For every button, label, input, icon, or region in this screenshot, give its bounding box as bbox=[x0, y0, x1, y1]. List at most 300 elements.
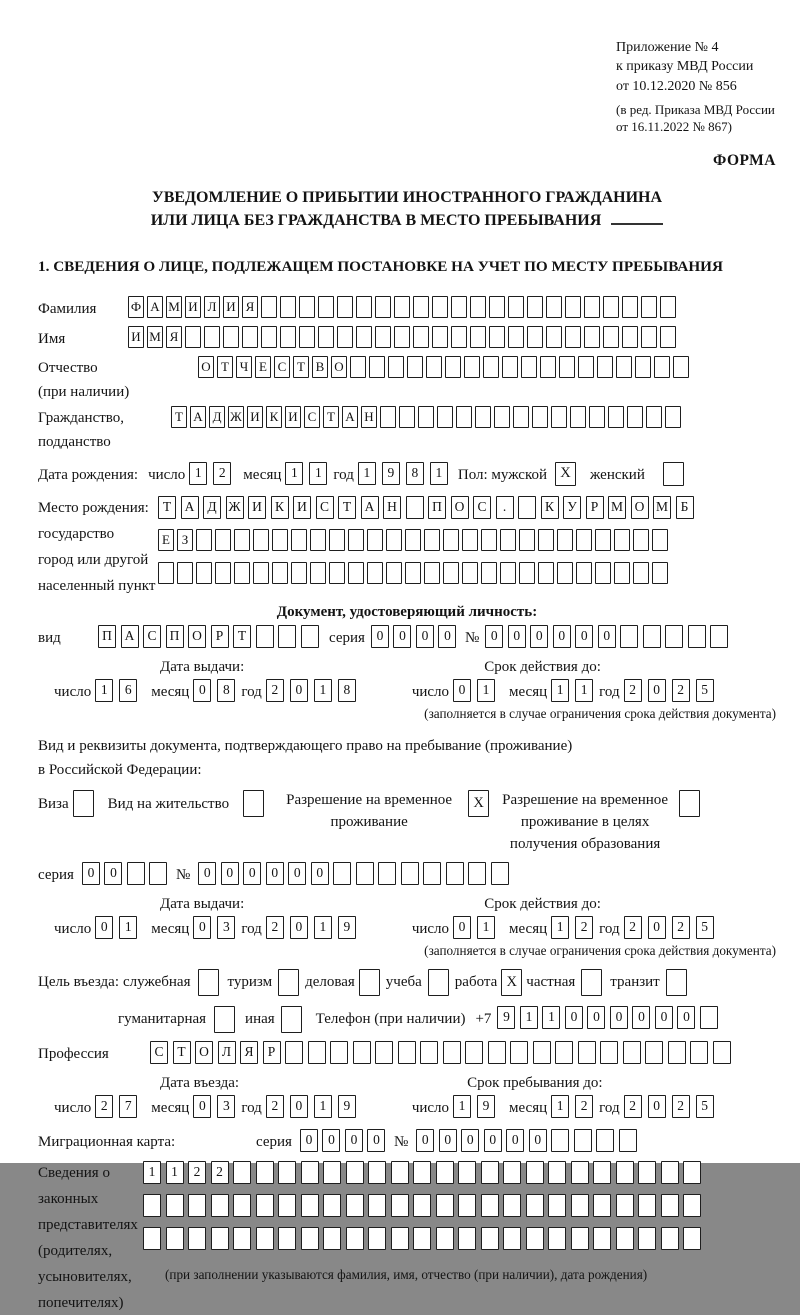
char-cell[interactable]: 0 bbox=[453, 916, 471, 939]
char-cell[interactable] bbox=[481, 1194, 499, 1217]
char-cell[interactable] bbox=[565, 296, 581, 318]
char-cell[interactable] bbox=[233, 1161, 251, 1184]
purpose-work-checkbox[interactable]: X bbox=[501, 969, 522, 996]
char-cell[interactable]: 2 bbox=[213, 462, 231, 485]
char-cell[interactable]: 2 bbox=[188, 1161, 206, 1184]
char-cell[interactable] bbox=[593, 1161, 611, 1184]
char-cell[interactable]: 0 bbox=[416, 625, 434, 648]
char-cell[interactable] bbox=[388, 356, 404, 378]
char-cell[interactable]: Ж bbox=[226, 496, 244, 519]
char-cell[interactable]: 1 bbox=[453, 1095, 471, 1118]
char-cell[interactable] bbox=[261, 326, 277, 348]
char-cell[interactable] bbox=[518, 496, 536, 519]
char-cell[interactable] bbox=[337, 326, 353, 348]
char-cell[interactable]: 1 bbox=[314, 1095, 332, 1118]
char-cell[interactable]: М bbox=[608, 496, 626, 519]
char-cell[interactable] bbox=[394, 296, 410, 318]
char-cell[interactable]: Я bbox=[166, 326, 182, 348]
temp-permit-checkbox[interactable]: X bbox=[468, 790, 489, 817]
char-cell[interactable] bbox=[465, 1041, 483, 1064]
char-cell[interactable] bbox=[519, 529, 535, 551]
char-cell[interactable]: А bbox=[147, 296, 163, 318]
char-cell[interactable]: 9 bbox=[338, 1095, 356, 1118]
char-cell[interactable]: 0 bbox=[243, 862, 261, 885]
char-cell[interactable]: 1 bbox=[119, 916, 137, 939]
char-cell[interactable] bbox=[346, 1161, 364, 1184]
char-cell[interactable]: П bbox=[166, 625, 184, 648]
char-cell[interactable] bbox=[443, 1041, 461, 1064]
char-cell[interactable]: И bbox=[293, 496, 311, 519]
char-cell[interactable] bbox=[407, 356, 423, 378]
char-cell[interactable]: И bbox=[285, 406, 301, 428]
char-cell[interactable]: 8 bbox=[217, 679, 235, 702]
char-cell[interactable] bbox=[291, 529, 307, 551]
char-cell[interactable] bbox=[215, 529, 231, 551]
char-cell[interactable] bbox=[546, 296, 562, 318]
char-cell[interactable]: М bbox=[147, 326, 163, 348]
char-cell[interactable]: С bbox=[316, 496, 334, 519]
char-cell[interactable] bbox=[420, 1041, 438, 1064]
char-cell[interactable]: 2 bbox=[624, 1095, 642, 1118]
char-cell[interactable] bbox=[256, 625, 274, 648]
char-cell[interactable] bbox=[488, 1041, 506, 1064]
char-cell[interactable] bbox=[646, 406, 662, 428]
char-cell[interactable] bbox=[323, 1161, 341, 1184]
char-cell[interactable] bbox=[502, 356, 518, 378]
char-cell[interactable] bbox=[688, 625, 706, 648]
char-cell[interactable] bbox=[551, 1129, 569, 1152]
char-cell[interactable] bbox=[470, 326, 486, 348]
char-cell[interactable] bbox=[323, 1194, 341, 1217]
purpose-study-checkbox[interactable] bbox=[428, 969, 449, 996]
char-cell[interactable] bbox=[623, 1041, 641, 1064]
char-cell[interactable] bbox=[233, 1194, 251, 1217]
edu-permit-checkbox[interactable] bbox=[679, 790, 700, 817]
char-cell[interactable]: С bbox=[150, 1041, 168, 1064]
char-cell[interactable]: И bbox=[247, 406, 263, 428]
char-cell[interactable]: А bbox=[361, 496, 379, 519]
char-cell[interactable]: 0 bbox=[322, 1129, 340, 1152]
char-cell[interactable] bbox=[333, 862, 351, 885]
char-cell[interactable]: Ч bbox=[236, 356, 252, 378]
char-cell[interactable]: 0 bbox=[648, 679, 666, 702]
char-cell[interactable] bbox=[391, 1227, 409, 1250]
char-cell[interactable] bbox=[301, 1227, 319, 1250]
char-cell[interactable]: 0 bbox=[371, 625, 389, 648]
char-cell[interactable] bbox=[166, 1227, 184, 1250]
char-cell[interactable] bbox=[318, 326, 334, 348]
char-cell[interactable]: К bbox=[266, 406, 282, 428]
char-cell[interactable] bbox=[622, 326, 638, 348]
char-cell[interactable]: У bbox=[563, 496, 581, 519]
char-cell[interactable] bbox=[329, 562, 345, 584]
char-cell[interactable]: Р bbox=[211, 625, 229, 648]
char-cell[interactable]: Я bbox=[240, 1041, 258, 1064]
char-cell[interactable] bbox=[375, 1041, 393, 1064]
char-cell[interactable] bbox=[310, 562, 326, 584]
char-cell[interactable]: 1 bbox=[285, 462, 303, 485]
char-cell[interactable] bbox=[548, 1161, 566, 1184]
char-cell[interactable] bbox=[595, 529, 611, 551]
char-cell[interactable]: 1 bbox=[477, 916, 495, 939]
char-cell[interactable]: 1 bbox=[551, 916, 569, 939]
char-cell[interactable]: 9 bbox=[338, 916, 356, 939]
char-cell[interactable]: 0 bbox=[530, 625, 548, 648]
char-cell[interactable] bbox=[367, 562, 383, 584]
char-cell[interactable]: 0 bbox=[438, 625, 456, 648]
char-cell[interactable]: 9 bbox=[497, 1006, 515, 1029]
char-cell[interactable] bbox=[299, 326, 315, 348]
char-cell[interactable]: 2 bbox=[575, 1095, 593, 1118]
purpose-other-checkbox[interactable] bbox=[281, 1006, 302, 1033]
char-cell[interactable] bbox=[405, 529, 421, 551]
char-cell[interactable] bbox=[597, 356, 613, 378]
char-cell[interactable] bbox=[253, 529, 269, 551]
char-cell[interactable] bbox=[378, 862, 396, 885]
char-cell[interactable] bbox=[641, 296, 657, 318]
char-cell[interactable] bbox=[527, 296, 543, 318]
char-cell[interactable]: 0 bbox=[416, 1129, 434, 1152]
char-cell[interactable]: Н bbox=[383, 496, 401, 519]
char-cell[interactable]: И bbox=[128, 326, 144, 348]
char-cell[interactable] bbox=[278, 625, 296, 648]
char-cell[interactable] bbox=[432, 326, 448, 348]
char-cell[interactable] bbox=[330, 1041, 348, 1064]
char-cell[interactable]: 0 bbox=[648, 1095, 666, 1118]
char-cell[interactable] bbox=[571, 1194, 589, 1217]
char-cell[interactable] bbox=[546, 326, 562, 348]
char-cell[interactable] bbox=[456, 406, 472, 428]
purpose-official-checkbox[interactable] bbox=[198, 969, 219, 996]
char-cell[interactable] bbox=[571, 1227, 589, 1250]
char-cell[interactable] bbox=[272, 529, 288, 551]
char-cell[interactable] bbox=[432, 296, 448, 318]
char-cell[interactable]: К bbox=[541, 496, 559, 519]
char-cell[interactable] bbox=[380, 406, 396, 428]
char-cell[interactable]: 2 bbox=[672, 916, 690, 939]
char-cell[interactable]: 0 bbox=[453, 679, 471, 702]
char-cell[interactable] bbox=[521, 356, 537, 378]
char-cell[interactable] bbox=[614, 562, 630, 584]
char-cell[interactable] bbox=[620, 625, 638, 648]
char-cell[interactable] bbox=[661, 1161, 679, 1184]
char-cell[interactable]: Н bbox=[361, 406, 377, 428]
char-cell[interactable] bbox=[443, 529, 459, 551]
char-cell[interactable] bbox=[700, 1006, 718, 1029]
char-cell[interactable]: 1 bbox=[430, 462, 448, 485]
char-cell[interactable] bbox=[127, 862, 145, 885]
char-cell[interactable] bbox=[475, 406, 491, 428]
char-cell[interactable] bbox=[584, 296, 600, 318]
char-cell[interactable] bbox=[513, 406, 529, 428]
char-cell[interactable]: 0 bbox=[300, 1129, 318, 1152]
char-cell[interactable] bbox=[256, 1227, 274, 1250]
char-cell[interactable] bbox=[570, 406, 586, 428]
char-cell[interactable]: 2 bbox=[624, 679, 642, 702]
char-cell[interactable]: Л bbox=[218, 1041, 236, 1064]
char-cell[interactable] bbox=[323, 1227, 341, 1250]
char-cell[interactable]: Р bbox=[586, 496, 604, 519]
purpose-business-checkbox[interactable] bbox=[359, 969, 380, 996]
char-cell[interactable] bbox=[638, 1227, 656, 1250]
char-cell[interactable]: В bbox=[312, 356, 328, 378]
char-cell[interactable] bbox=[158, 562, 174, 584]
char-cell[interactable]: Т bbox=[217, 356, 233, 378]
char-cell[interactable]: 5 bbox=[696, 1095, 714, 1118]
char-cell[interactable]: 2 bbox=[624, 916, 642, 939]
purpose-private-checkbox[interactable] bbox=[581, 969, 602, 996]
char-cell[interactable]: Т bbox=[171, 406, 187, 428]
char-cell[interactable] bbox=[436, 1227, 454, 1250]
char-cell[interactable]: 0 bbox=[506, 1129, 524, 1152]
char-cell[interactable] bbox=[519, 562, 535, 584]
char-cell[interactable]: . bbox=[496, 496, 514, 519]
char-cell[interactable] bbox=[578, 356, 594, 378]
char-cell[interactable]: И bbox=[223, 296, 239, 318]
char-cell[interactable] bbox=[458, 1227, 476, 1250]
char-cell[interactable]: С bbox=[304, 406, 320, 428]
char-cell[interactable] bbox=[398, 1041, 416, 1064]
char-cell[interactable] bbox=[508, 296, 524, 318]
char-cell[interactable]: 2 bbox=[95, 1095, 113, 1118]
male-checkbox[interactable]: X bbox=[555, 462, 576, 486]
char-cell[interactable]: 0 bbox=[104, 862, 122, 885]
char-cell[interactable]: 2 bbox=[672, 1095, 690, 1118]
char-cell[interactable]: Т bbox=[323, 406, 339, 428]
char-cell[interactable]: О bbox=[631, 496, 649, 519]
char-cell[interactable] bbox=[526, 1227, 544, 1250]
char-cell[interactable]: Ж bbox=[228, 406, 244, 428]
char-cell[interactable] bbox=[234, 529, 250, 551]
char-cell[interactable] bbox=[595, 562, 611, 584]
char-cell[interactable] bbox=[278, 1194, 296, 1217]
char-cell[interactable] bbox=[353, 1041, 371, 1064]
char-cell[interactable] bbox=[462, 529, 478, 551]
char-cell[interactable] bbox=[413, 1194, 431, 1217]
char-cell[interactable]: О bbox=[451, 496, 469, 519]
char-cell[interactable] bbox=[683, 1194, 701, 1217]
char-cell[interactable]: 0 bbox=[221, 862, 239, 885]
char-cell[interactable] bbox=[468, 862, 486, 885]
char-cell[interactable] bbox=[557, 562, 573, 584]
char-cell[interactable] bbox=[619, 1129, 637, 1152]
char-cell[interactable] bbox=[177, 562, 193, 584]
char-cell[interactable] bbox=[627, 406, 643, 428]
char-cell[interactable] bbox=[443, 562, 459, 584]
char-cell[interactable] bbox=[394, 326, 410, 348]
char-cell[interactable] bbox=[424, 562, 440, 584]
char-cell[interactable]: 8 bbox=[406, 462, 424, 485]
char-cell[interactable]: 2 bbox=[266, 916, 284, 939]
char-cell[interactable]: 0 bbox=[598, 625, 616, 648]
char-cell[interactable]: Д bbox=[209, 406, 225, 428]
char-cell[interactable] bbox=[503, 1227, 521, 1250]
char-cell[interactable]: 0 bbox=[290, 916, 308, 939]
char-cell[interactable] bbox=[557, 529, 573, 551]
char-cell[interactable] bbox=[386, 529, 402, 551]
char-cell[interactable]: М bbox=[166, 296, 182, 318]
char-cell[interactable] bbox=[503, 1194, 521, 1217]
char-cell[interactable]: 0 bbox=[193, 679, 211, 702]
char-cell[interactable]: Д bbox=[203, 496, 221, 519]
char-cell[interactable]: Т bbox=[158, 496, 176, 519]
char-cell[interactable] bbox=[356, 326, 372, 348]
char-cell[interactable]: А bbox=[342, 406, 358, 428]
char-cell[interactable] bbox=[652, 562, 668, 584]
char-cell[interactable] bbox=[645, 1041, 663, 1064]
char-cell[interactable] bbox=[483, 356, 499, 378]
char-cell[interactable] bbox=[665, 625, 683, 648]
char-cell[interactable]: 7 bbox=[119, 1095, 137, 1118]
char-cell[interactable]: 1 bbox=[358, 462, 376, 485]
char-cell[interactable]: З bbox=[177, 529, 193, 551]
char-cell[interactable]: С bbox=[143, 625, 161, 648]
char-cell[interactable] bbox=[683, 1161, 701, 1184]
char-cell[interactable] bbox=[301, 1194, 319, 1217]
char-cell[interactable]: С bbox=[473, 496, 491, 519]
char-cell[interactable] bbox=[418, 406, 434, 428]
residence-permit-checkbox[interactable] bbox=[243, 790, 264, 817]
char-cell[interactable]: К bbox=[271, 496, 289, 519]
char-cell[interactable] bbox=[641, 326, 657, 348]
char-cell[interactable] bbox=[436, 1161, 454, 1184]
char-cell[interactable] bbox=[633, 562, 649, 584]
char-cell[interactable]: 0 bbox=[198, 862, 216, 885]
char-cell[interactable] bbox=[426, 356, 442, 378]
char-cell[interactable]: 1 bbox=[551, 1095, 569, 1118]
char-cell[interactable] bbox=[527, 326, 543, 348]
char-cell[interactable] bbox=[329, 529, 345, 551]
char-cell[interactable] bbox=[589, 406, 605, 428]
char-cell[interactable] bbox=[660, 326, 676, 348]
char-cell[interactable] bbox=[555, 1041, 573, 1064]
char-cell[interactable]: 8 bbox=[338, 679, 356, 702]
char-cell[interactable] bbox=[310, 529, 326, 551]
char-cell[interactable] bbox=[375, 296, 391, 318]
char-cell[interactable] bbox=[445, 356, 461, 378]
char-cell[interactable]: О bbox=[198, 356, 214, 378]
char-cell[interactable] bbox=[253, 562, 269, 584]
char-cell[interactable] bbox=[578, 1041, 596, 1064]
char-cell[interactable]: А bbox=[181, 496, 199, 519]
char-cell[interactable] bbox=[576, 529, 592, 551]
char-cell[interactable]: М bbox=[653, 496, 671, 519]
char-cell[interactable] bbox=[565, 326, 581, 348]
char-cell[interactable] bbox=[391, 1161, 409, 1184]
char-cell[interactable] bbox=[405, 562, 421, 584]
char-cell[interactable] bbox=[368, 1227, 386, 1250]
char-cell[interactable] bbox=[494, 406, 510, 428]
char-cell[interactable] bbox=[661, 1194, 679, 1217]
char-cell[interactable]: 0 bbox=[266, 862, 284, 885]
char-cell[interactable] bbox=[256, 1161, 274, 1184]
char-cell[interactable] bbox=[633, 529, 649, 551]
char-cell[interactable] bbox=[503, 1161, 521, 1184]
char-cell[interactable]: 0 bbox=[677, 1006, 695, 1029]
char-cell[interactable] bbox=[188, 1227, 206, 1250]
purpose-transit-checkbox[interactable] bbox=[666, 969, 687, 996]
char-cell[interactable] bbox=[464, 356, 480, 378]
char-cell[interactable] bbox=[576, 562, 592, 584]
char-cell[interactable]: 0 bbox=[648, 916, 666, 939]
char-cell[interactable] bbox=[256, 1194, 274, 1217]
char-cell[interactable]: 0 bbox=[95, 916, 113, 939]
char-cell[interactable]: 1 bbox=[143, 1161, 161, 1184]
char-cell[interactable] bbox=[406, 496, 424, 519]
char-cell[interactable] bbox=[508, 326, 524, 348]
char-cell[interactable]: 9 bbox=[382, 462, 400, 485]
char-cell[interactable] bbox=[261, 296, 277, 318]
char-cell[interactable] bbox=[350, 356, 366, 378]
char-cell[interactable] bbox=[491, 862, 509, 885]
char-cell[interactable] bbox=[308, 1041, 326, 1064]
char-cell[interactable] bbox=[462, 562, 478, 584]
char-cell[interactable] bbox=[278, 1161, 296, 1184]
char-cell[interactable]: 3 bbox=[217, 1095, 235, 1118]
char-cell[interactable] bbox=[540, 356, 556, 378]
char-cell[interactable] bbox=[337, 296, 353, 318]
female-checkbox[interactable] bbox=[663, 462, 684, 486]
char-cell[interactable] bbox=[458, 1161, 476, 1184]
char-cell[interactable] bbox=[391, 1194, 409, 1217]
char-cell[interactable] bbox=[188, 1194, 206, 1217]
char-cell[interactable] bbox=[386, 562, 402, 584]
char-cell[interactable] bbox=[242, 326, 258, 348]
char-cell[interactable]: 2 bbox=[266, 679, 284, 702]
char-cell[interactable]: 1 bbox=[314, 679, 332, 702]
char-cell[interactable]: 0 bbox=[508, 625, 526, 648]
char-cell[interactable] bbox=[301, 1161, 319, 1184]
char-cell[interactable] bbox=[616, 356, 632, 378]
char-cell[interactable]: 0 bbox=[461, 1129, 479, 1152]
char-cell[interactable] bbox=[500, 562, 516, 584]
char-cell[interactable]: 0 bbox=[529, 1129, 547, 1152]
char-cell[interactable] bbox=[600, 1041, 618, 1064]
char-cell[interactable]: 0 bbox=[632, 1006, 650, 1029]
char-cell[interactable]: 1 bbox=[477, 679, 495, 702]
char-cell[interactable]: А bbox=[121, 625, 139, 648]
char-cell[interactable]: О bbox=[195, 1041, 213, 1064]
char-cell[interactable]: 0 bbox=[587, 1006, 605, 1029]
char-cell[interactable] bbox=[204, 326, 220, 348]
char-cell[interactable]: 1 bbox=[314, 916, 332, 939]
char-cell[interactable] bbox=[451, 326, 467, 348]
char-cell[interactable] bbox=[185, 326, 201, 348]
char-cell[interactable] bbox=[215, 562, 231, 584]
char-cell[interactable] bbox=[559, 356, 575, 378]
char-cell[interactable]: 5 bbox=[696, 916, 714, 939]
char-cell[interactable] bbox=[356, 862, 374, 885]
char-cell[interactable]: О bbox=[331, 356, 347, 378]
char-cell[interactable]: Т bbox=[233, 625, 251, 648]
char-cell[interactable] bbox=[368, 1161, 386, 1184]
char-cell[interactable]: Л bbox=[204, 296, 220, 318]
char-cell[interactable] bbox=[368, 1194, 386, 1217]
char-cell[interactable]: Я bbox=[242, 296, 258, 318]
char-cell[interactable] bbox=[367, 529, 383, 551]
char-cell[interactable]: 1 bbox=[166, 1161, 184, 1184]
char-cell[interactable]: 0 bbox=[82, 862, 100, 885]
char-cell[interactable]: 5 bbox=[696, 679, 714, 702]
char-cell[interactable] bbox=[596, 1129, 614, 1152]
char-cell[interactable] bbox=[423, 862, 441, 885]
purpose-humanitarian-checkbox[interactable] bbox=[214, 1006, 235, 1033]
char-cell[interactable] bbox=[481, 1227, 499, 1250]
char-cell[interactable] bbox=[614, 529, 630, 551]
char-cell[interactable] bbox=[551, 406, 567, 428]
char-cell[interactable]: 0 bbox=[565, 1006, 583, 1029]
char-cell[interactable] bbox=[665, 406, 681, 428]
